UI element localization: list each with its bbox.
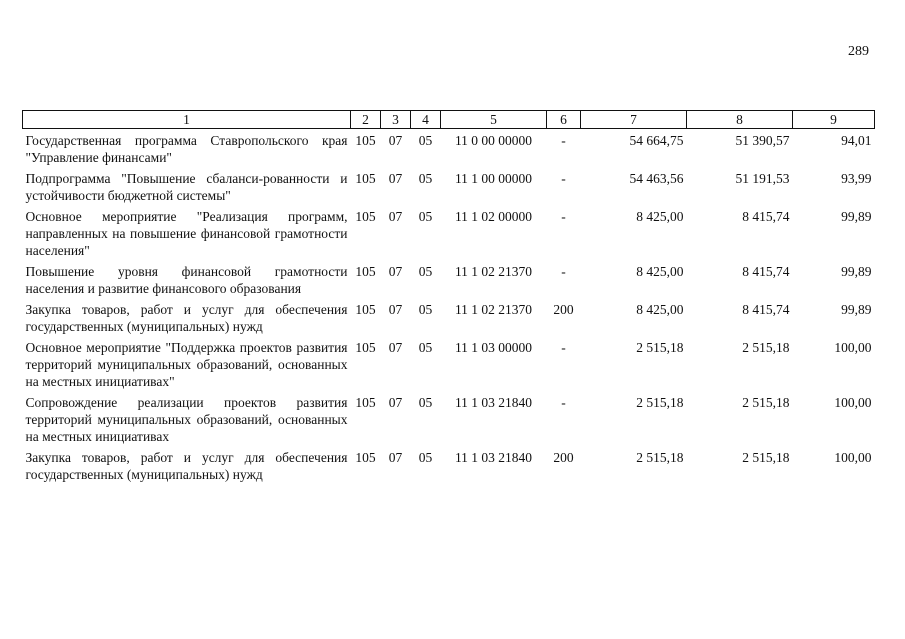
cell-col5: 11 0 00 00000	[454, 133, 533, 148]
cell-col9: 99,89	[841, 302, 872, 317]
cell-col4: 05	[418, 340, 433, 355]
cell-col2: 105	[355, 450, 376, 465]
cell-col4: 05	[418, 302, 433, 317]
cell-col3: 07	[388, 264, 403, 279]
row-name: Подпрограмма "Повышение сбаланси-рованности и устойчивости бюджетной системы"	[25, 171, 348, 203]
cell-col9: 99,89	[841, 264, 872, 279]
row-name: Закупка товаров, работ и услуг для обеспечения государственных (муниципальных) нужд	[25, 302, 348, 334]
column-header-1: 1	[23, 111, 351, 129]
cell-col4: 05	[418, 171, 433, 186]
column-header-7: 7	[581, 111, 687, 129]
cell-col6: -	[561, 133, 566, 148]
row-name: Основное мероприятие "Реализация программ, направленных на повышение финансовой грамотности населения"	[25, 209, 348, 258]
cell-col4: 05	[418, 264, 433, 279]
cell-col9: 100,00	[834, 450, 872, 465]
budget-table	[22, 110, 875, 483]
table-row	[23, 390, 875, 445]
table-row	[23, 259, 875, 297]
cell-col9: 94,01	[841, 133, 872, 148]
table-header	[23, 111, 875, 129]
cell-col8: 51 390,57	[735, 133, 790, 148]
cell-col8: 2 515,18	[742, 450, 790, 465]
cell-col7: 8 425,00	[636, 264, 684, 279]
cell-col9: 100,00	[834, 395, 872, 410]
cell-col2: 105	[355, 133, 376, 148]
cell-col5: 11 1 02 21370	[454, 302, 533, 317]
table-row	[23, 204, 875, 259]
cell-col8: 2 515,18	[742, 340, 790, 355]
cell-col5: 11 1 03 00000	[454, 340, 533, 355]
cell-col3: 07	[388, 133, 403, 148]
table-row	[23, 335, 875, 390]
cell-col8: 8 415,74	[742, 302, 790, 317]
cell-col7: 2 515,18	[636, 340, 684, 355]
row-name: Сопровождение реализации проектов развития территорий муниципальных образований, основанных на местных инициативах	[25, 395, 348, 444]
cell-col6: -	[561, 171, 566, 186]
cell-col4: 05	[418, 133, 433, 148]
cell-col8: 8 415,74	[742, 209, 790, 224]
column-header-8: 8	[687, 111, 793, 129]
cell-col6: 200	[553, 450, 574, 465]
cell-col7: 8 425,00	[636, 209, 684, 224]
cell-col6: -	[561, 264, 566, 279]
cell-col2: 105	[355, 395, 376, 410]
cell-col3: 07	[388, 395, 403, 410]
cell-col8: 51 191,53	[735, 171, 790, 186]
cell-col3: 07	[388, 209, 403, 224]
cell-col2: 105	[355, 302, 376, 317]
cell-col2: 105	[355, 264, 376, 279]
cell-col9: 99,89	[841, 209, 872, 224]
cell-col2: 105	[355, 209, 376, 224]
cell-col4: 05	[418, 209, 433, 224]
cell-col4: 05	[418, 395, 433, 410]
cell-col7: 2 515,18	[636, 450, 684, 465]
cell-col3: 07	[388, 450, 403, 465]
row-name: Повышение уровня финансовой грамотности населения и развитие финансового образования	[25, 264, 348, 296]
cell-col8: 8 415,74	[742, 264, 790, 279]
row-name: Государственная программа Ставропольского края "Управление финансами"	[25, 133, 348, 165]
table-row	[23, 297, 875, 335]
table-body	[23, 129, 875, 484]
cell-col5: 11 1 00 00000	[454, 171, 533, 186]
cell-col9: 100,00	[834, 340, 872, 355]
column-header-9: 9	[793, 111, 875, 129]
column-header-4: 4	[411, 111, 441, 129]
row-name: Основное мероприятие "Поддержка проектов развития территорий муниципальных образований, основанных на местных инициативах"	[25, 340, 348, 389]
header-row	[23, 111, 875, 129]
column-header-6: 6	[547, 111, 581, 129]
cell-col9: 93,99	[841, 171, 872, 186]
cell-col7: 54 664,75	[629, 133, 684, 148]
cell-col6: 200	[553, 302, 574, 317]
row-name: Закупка товаров, работ и услуг для обеспечения государственных (муниципальных) нужд	[25, 450, 348, 482]
cell-col7: 2 515,18	[636, 395, 684, 410]
cell-col5: 11 1 02 00000	[454, 209, 533, 224]
cell-col5: 11 1 03 21840	[454, 395, 533, 410]
cell-col4: 05	[418, 450, 433, 465]
cell-col6: -	[561, 340, 566, 355]
cell-col3: 07	[388, 302, 403, 317]
column-header-2: 2	[351, 111, 381, 129]
cell-col3: 07	[388, 340, 403, 355]
table-row	[23, 129, 875, 167]
cell-col2: 105	[355, 171, 376, 186]
cell-col5: 11 1 03 21840	[454, 450, 533, 465]
cell-col2: 105	[355, 340, 376, 355]
table-row	[23, 166, 875, 204]
page-number: 289	[848, 44, 869, 59]
column-header-5: 5	[441, 111, 547, 129]
cell-col5: 11 1 02 21370	[454, 264, 533, 279]
cell-col6: -	[561, 209, 566, 224]
cell-col7: 8 425,00	[636, 302, 684, 317]
cell-col7: 54 463,56	[629, 171, 684, 186]
column-header-3: 3	[381, 111, 411, 129]
cell-col3: 07	[388, 171, 403, 186]
table-row	[23, 445, 875, 483]
cell-col8: 2 515,18	[742, 395, 790, 410]
cell-col6: -	[561, 395, 566, 410]
